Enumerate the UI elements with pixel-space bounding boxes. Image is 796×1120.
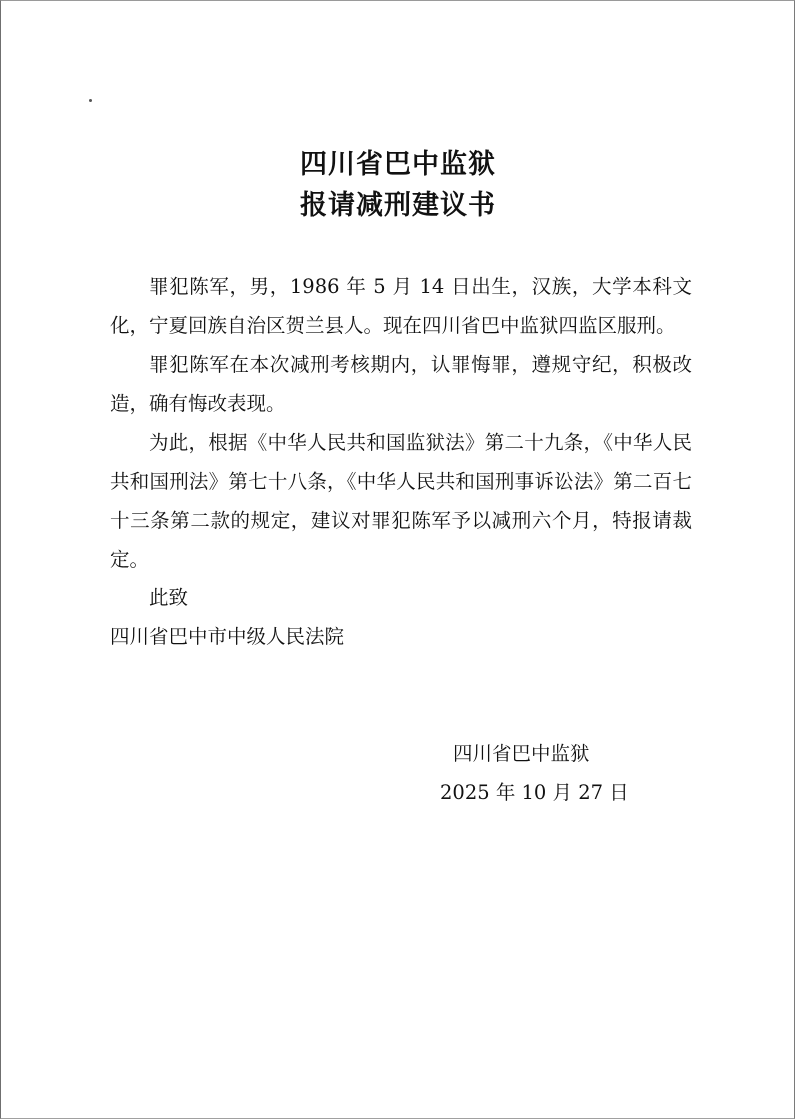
scan-speck <box>89 99 92 102</box>
paragraph-inmate-info: 罪犯陈军，男，1986 年 5 月 14 日出生，汉族，大学本科文化，宁夏回族自治区贺兰县人。现在四川省巴中监狱四监区服刑。 <box>110 275 692 337</box>
addressee: 四川省巴中市中级人民法院 <box>110 625 345 648</box>
signer: 四川省巴中监狱 <box>453 742 590 765</box>
document-title-line-2: 报请减刑建议书 <box>300 190 496 221</box>
document-date: 2025 年 10 月 27 日 <box>440 781 629 804</box>
paragraph-2-container <box>110 345 692 423</box>
document-title-line-1: 四川省巴中监狱 <box>300 149 496 180</box>
paragraph-1-container <box>110 267 692 345</box>
paragraph-salutation: 此致 <box>149 586 189 609</box>
paragraph-assessment: 罪犯陈军在本次减刑考核期内，认罪悔罪，遵规守纪，积极改造，确有悔改表现。 <box>110 353 692 415</box>
paragraph-4-container <box>110 578 692 617</box>
paragraph-legal-basis: 为此，根据《中华人民共和国监狱法》第二十九条，《中华人民共和国刑法》第七十八条，《中华人民共和国刑事诉讼法》第二百七十三条第二款的规定，建议对罪犯陈军予以减刑六个月，特报请裁定。 <box>110 431 692 571</box>
paragraph-3-container <box>110 423 692 579</box>
